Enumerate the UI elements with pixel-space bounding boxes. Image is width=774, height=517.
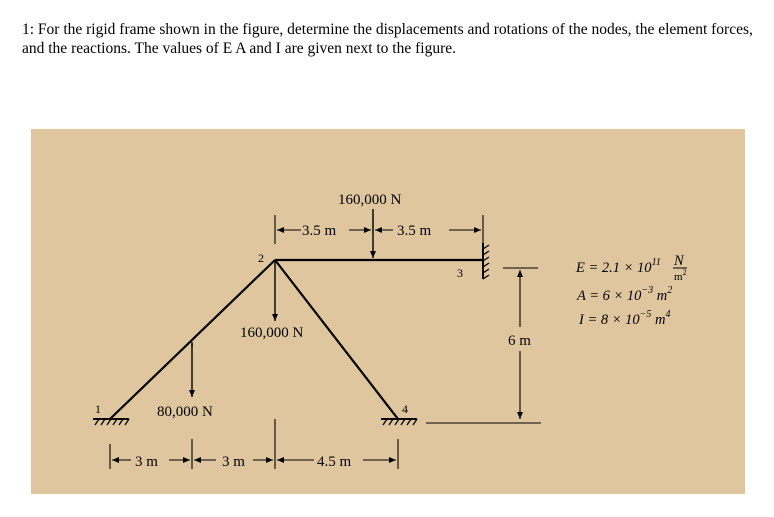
node-3-label: 3 — [457, 266, 463, 280]
load-top-label: 160,000 N — [338, 192, 402, 208]
node-1-label: 1 — [95, 402, 101, 416]
node-4-label: 4 — [402, 402, 408, 416]
node-2-label: 2 — [258, 251, 264, 265]
problem-statement: 1: For the rigid frame shown in the figure, determine the displacements and rotations of the nodes, the element forces, and the reactions. The values of E A and I are given next to the figure. — [22, 21, 753, 57]
loads — [192, 209, 373, 397]
modulus-E-unit-den: $m^2$ — [674, 268, 687, 283]
load-left-label: 80,000 N — [157, 404, 213, 420]
dim-bottom-3-label: 4.5 m — [317, 454, 352, 470]
frame-figure — [31, 129, 745, 494]
modulus-E-unit-num: N — [674, 253, 684, 269]
support-node-1 — [93, 419, 129, 425]
material-properties — [575, 253, 687, 328]
dim-bottom-1-label: 3 m — [135, 454, 158, 470]
inertia-I: $I = 8 \times 10^{-5}$ $m^4$ — [579, 309, 671, 328]
load-mid-label: 160,000 N — [240, 325, 304, 341]
dim-top-left-label: 3.5 m — [302, 223, 337, 239]
frame-diagram — [31, 129, 745, 494]
dim-top-right-label: 3.5 m — [397, 223, 432, 239]
dim-height-label: 6 m — [508, 333, 531, 349]
area-A: $A = 6 \times 10^{-3}$ $m^2$ — [577, 285, 673, 304]
modulus-E: $E = 2.1 \times 10^{11}$ — [576, 257, 661, 276]
dim-bottom-2-label: 3 m — [222, 454, 245, 470]
support-node-4 — [381, 419, 417, 425]
support-node-3 — [483, 243, 489, 279]
